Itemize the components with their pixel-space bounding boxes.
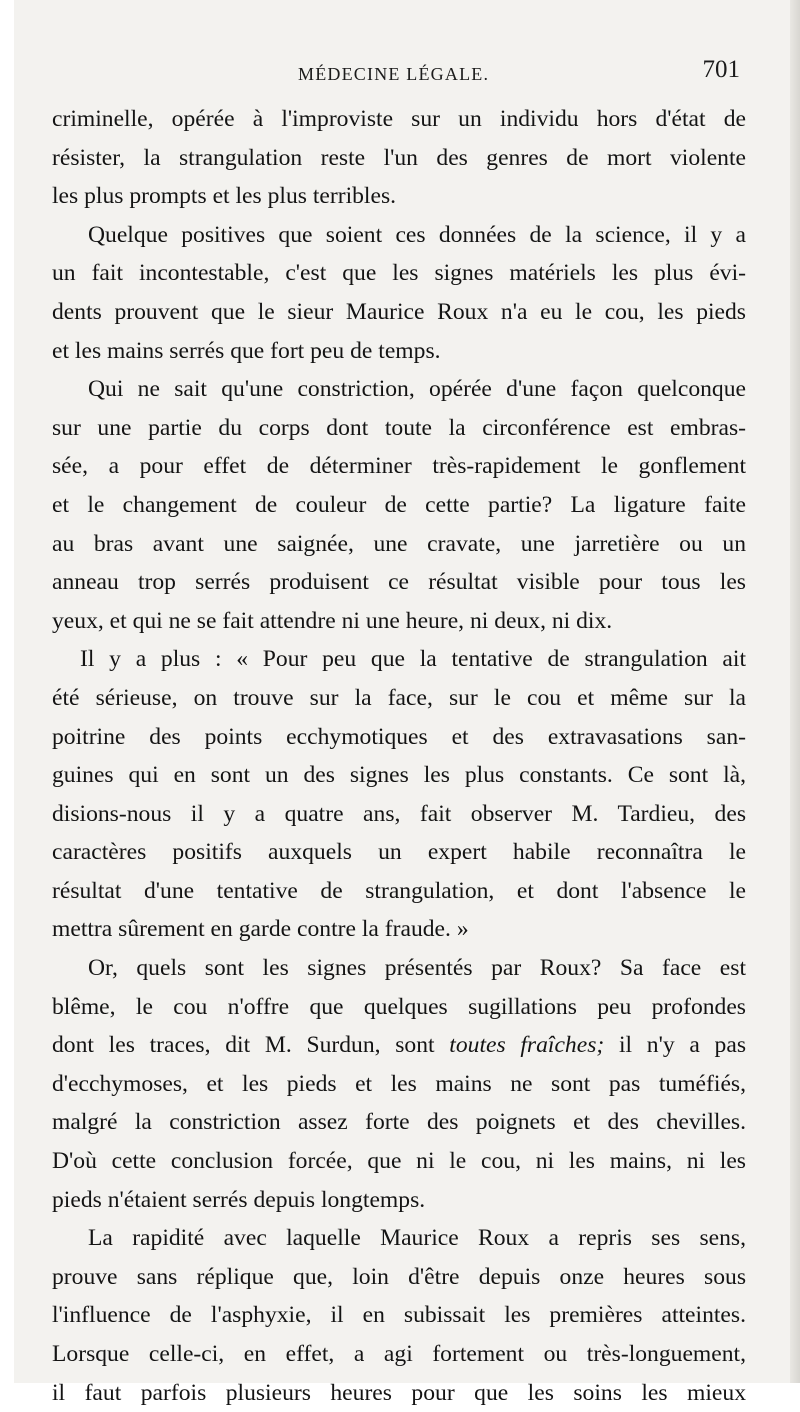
text-line: yeux, et qui ne se fait attendre ni une heure, ni deux, ni dix. [52,607,613,634]
text-line: Lorsque celle-ci, en effet, a agi fortement ou très-longuement, [52,1341,746,1367]
text-line: Il y a plus : « Pour peu que la tentative de strangulation ait [80,646,746,673]
page-number: 701 [702,56,740,83]
text-line: Quelque positives que soient ces données de la science, il y a [88,221,746,248]
body-text [52,100,746,1412]
text-line: au bras avant une saignée, une cravate, une jarretière ou un [52,530,746,557]
page-edge-shadow [790,0,800,1383]
text-line: et le changement de couleur de cette partie? La ligature faite [52,491,746,518]
text-line: anneau trop serrés produisent ce résultat visible pour tous les [52,569,746,596]
text-line: dents prouvent que le sieur Maurice Roux n'a eu le cou, les pieds [52,298,746,325]
text-line: guines qui en sont un des signes les plus constants. Ce sont là, [52,762,746,789]
text-line: Qui ne sait qu'une constriction, opérée d'une façon quelconque [88,376,746,403]
text-line: malgré la constriction assez forte des poignets et des chevilles. [52,1109,746,1136]
text-line: l'influence de l'asphyxie, il en subissait les premières atteintes. [52,1302,746,1329]
text-line: La rapidité avec laquelle Maurice Roux a repris ses sens, [88,1225,746,1252]
text-line: et les mains serrés que fort peu de temps. [52,337,441,364]
text-line: blême, le cou n'offre que quelques sugillations peu profondes [52,993,746,1020]
text-line: il faut parfois plusieurs heures pour que les soins les mieux [52,1379,746,1406]
text-line [52,1026,746,1065]
text-line: résister, la strangulation reste l'un des genres de mort violente [52,144,746,171]
text-line: disions-nous il y a quatre ans, fait observer M. Tardieu, des [52,800,746,827]
text-line: caractères positifs auxquels un expert habile reconnaîtra le [52,839,746,866]
text-line: poitrine des points ecchymotiques et des extravasations san- [52,723,746,750]
text-line: Or, quels sont les signes présentés par Roux? Sa face est [88,955,746,982]
text-line: D'où cette conclusion forcée, que ni le cou, ni les mains, ni les [52,1148,746,1175]
page-header [52,56,744,92]
text-line: été sérieuse, on trouve sur la face, sur le cou et même sur la [52,684,746,711]
text-line: criminelle, opérée à l'improviste sur un individu hors d'état de [52,106,746,132]
text-line: d'ecchymoses, et les pieds et les mains ne sont pas tuméfiés, [52,1070,746,1097]
text-line: un fait incontestable, c'est que les signes matériels les plus évi- [52,260,746,287]
text-line: sée, a pour effet de déterminer très-rapidement le gonflement [52,453,746,480]
italic-phrase: toutes fraîches; [449,1032,605,1059]
text-line: résultat d'une tentative de strangulation, et dont l'absence le [52,877,746,904]
page-margin-left [0,0,14,1383]
text-segment: il n'y a pas [604,1032,747,1059]
text-line: pieds n'étaient serrés depuis longtemps. [52,1186,426,1213]
text-segment: dont les traces, dit M. Surdun, sont [52,1032,450,1059]
text-line: les plus prompts et les plus terribles. [52,183,397,210]
text-line: sur une partie du corps dont toute la circonférence est embras- [52,414,746,441]
running-head: MÉDECINE LÉGALE. [298,64,490,84]
text-line: prouve sans réplique que, loin d'être depuis onze heures sous [52,1263,746,1290]
text-line: mettra sûrement en garde contre la fraude. » [52,916,469,943]
